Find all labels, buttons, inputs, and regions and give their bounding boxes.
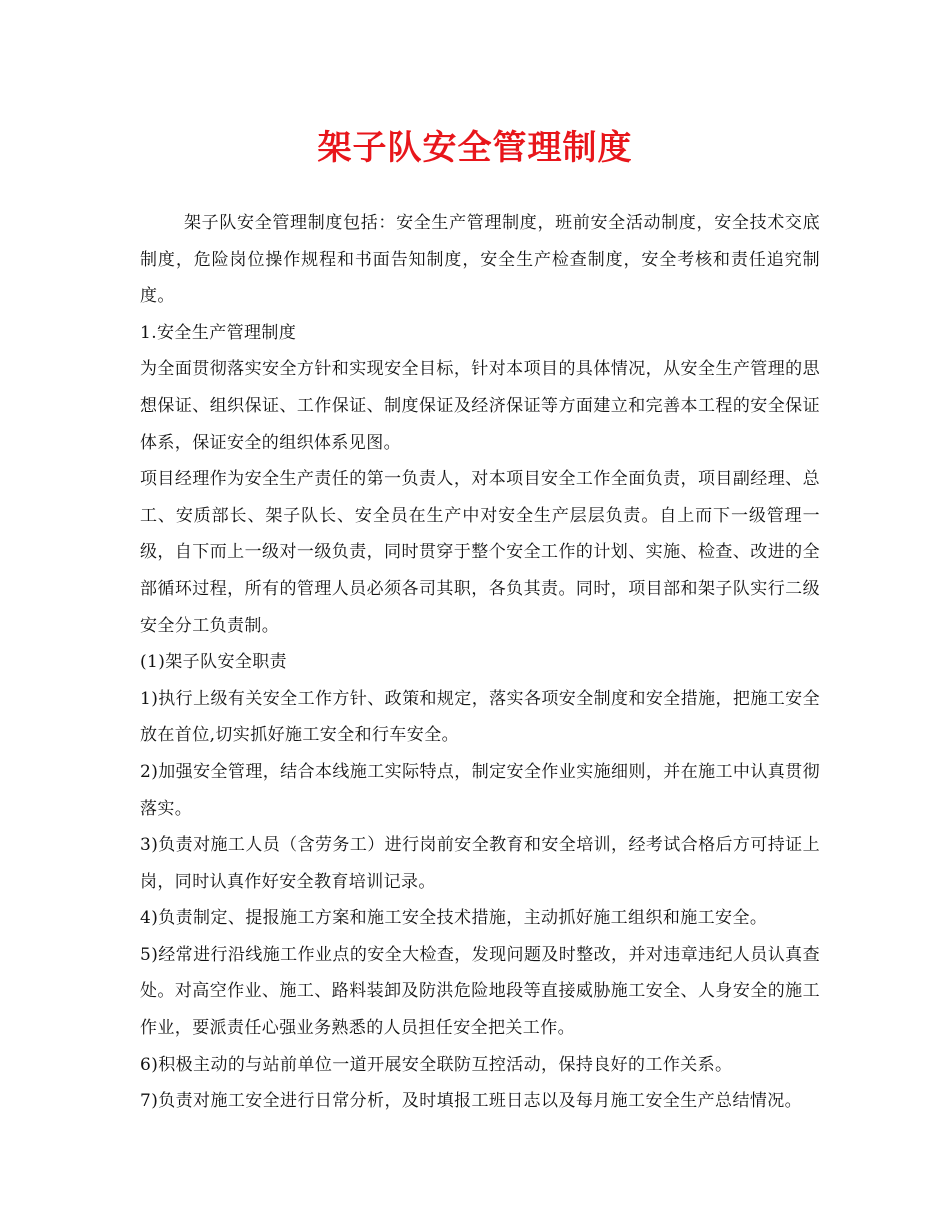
duty-item-6: 6)积极主动的与站前单位一道开展安全联防互控活动，保持良好的工作关系。: [140, 1054, 733, 1075]
duty-item-7: 7)负责对施工安全进行日常分析，及时填报工班日志以及每月施工安全生产总结情况。: [140, 1091, 803, 1112]
paragraph-responsibility: 项目经理作为安全生产责任的第一负责人，对本项目安全工作全面负责，项目副经理、总工、安质部长、架子队长、安全员在生产中对安全生产层层负责。自上而下一级管理一级，自下而上一级对一级负责，同时贯穿于整个安全工作的计划、实施、检查、改进的全部循环过程，所有的管理人员必须各司其职，各负其责。同时，项目部和架子队实行二级安全分工负责制。: [140, 469, 820, 636]
subsection-heading-1: (1)架子队安全职责: [140, 652, 288, 673]
section-heading-1: 1.安全生产管理制度: [140, 322, 297, 343]
duty-item-1: 1)执行上级有关安全工作方针、政策和规定，落实各项安全制度和安全措施，把施工安全放在首位,切实抓好施工安全和行车安全。: [140, 688, 820, 746]
document-title: 架子队安全管理制度: [317, 128, 633, 168]
document-body: [140, 205, 820, 1120]
intro-paragraph: 架子队安全管理制度包括：安全生产管理制度，班前安全活动制度，安全技术交底制度，危险岗位操作规程和书面告知制度，安全生产检查制度，安全考核和责任追究制度。: [140, 213, 820, 307]
duty-item-3: 3)负责对施工人员（含劳务工）进行岗前安全教育和安全培训，经考试合格后方可持证上岗，同时认真作好安全教育培训记录。: [140, 835, 820, 892]
duty-item-2: 2)加强安全管理，结合本线施工实际特点，制定安全作业实施细则，并在施工中认真贯彻落实。: [140, 761, 820, 819]
paragraph-safety-system: 为全面贯彻落实安全方针和实现安全目标，针对本项目的具体情况，从安全生产管理的思想保证、组织保证、工作保证、制度保证及经济保证等方面建立和完善本工程的安全保证体系，保证安全的组织体系见图。: [140, 359, 820, 453]
duty-item-5: 5)经常进行沿线施工作业点的安全大检查，发现问题及时整改，并对违章违纪人员认真查处。对高空作业、施工、路料装卸及防洪危险地段等直接威胁施工安全、人身安全的施工作业，要派责任心强业务熟悉的人员担任安全把关工作。: [140, 944, 820, 1039]
duty-item-4: 4)负责制定、提报施工方案和施工安全技术措施，主动抓好施工组织和施工安全。: [140, 908, 768, 929]
